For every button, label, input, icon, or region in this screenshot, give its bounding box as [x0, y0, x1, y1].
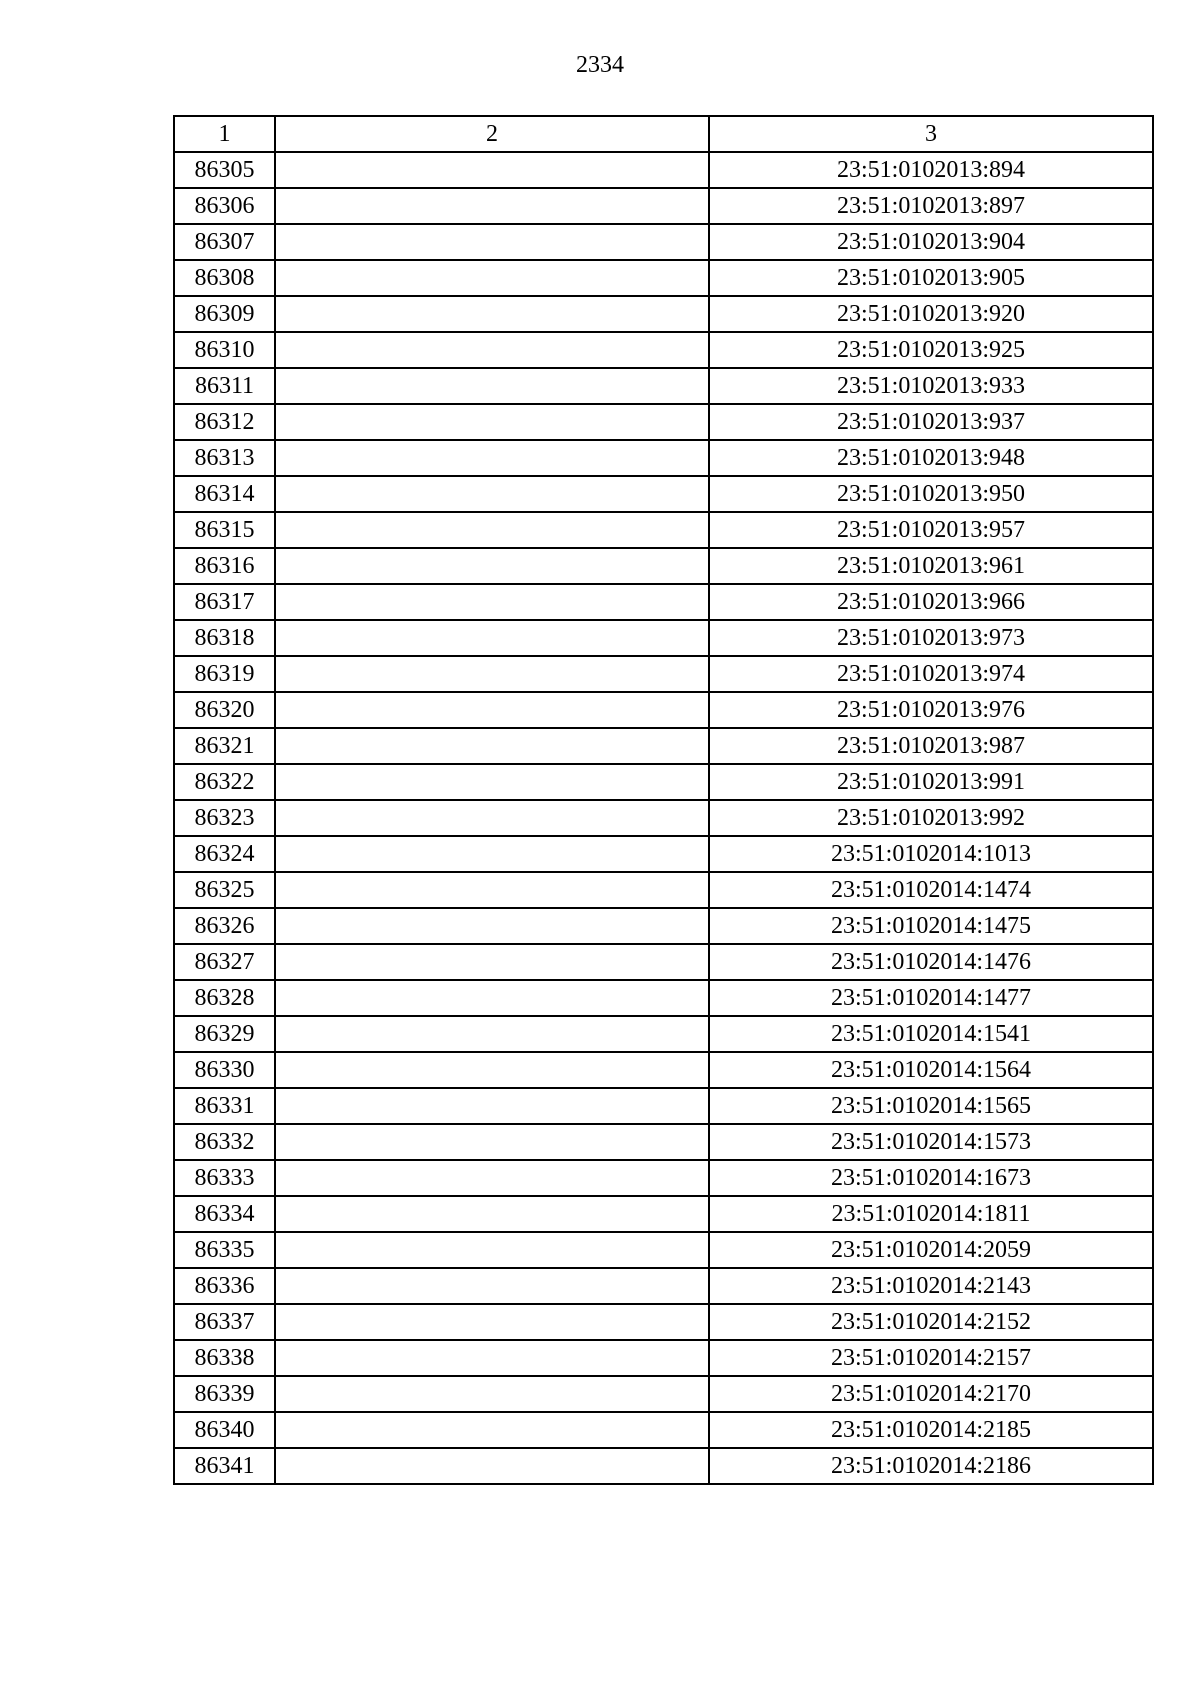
table-cell-col-2 — [275, 584, 709, 620]
table-cell-col-1: 86305 — [174, 152, 275, 188]
table-cell-col-1: 86317 — [174, 584, 275, 620]
table-cell-col-1: 86322 — [174, 764, 275, 800]
table-row — [174, 476, 1153, 512]
table-row — [174, 1160, 1153, 1196]
table-cell-col-2 — [275, 620, 709, 656]
table-row — [174, 224, 1153, 260]
table-row — [174, 1232, 1153, 1268]
table-cell-col-1: 86324 — [174, 836, 275, 872]
table-cell-col-2 — [275, 944, 709, 980]
table-cell-col-1: 86339 — [174, 1376, 275, 1412]
column-header-3: 3 — [709, 116, 1153, 152]
table-cell-col-3: 23:51:0102014:1476 — [709, 944, 1153, 980]
table-cell-col-3: 23:51:0102013:992 — [709, 800, 1153, 836]
table-header-row — [174, 116, 1153, 152]
table-row — [174, 944, 1153, 980]
table-cell-col-3: 23:51:0102013:974 — [709, 656, 1153, 692]
table-cell-col-1: 86327 — [174, 944, 275, 980]
table-cell-col-3: 23:51:0102013:948 — [709, 440, 1153, 476]
table-row — [174, 656, 1153, 692]
table-cell-col-1: 86319 — [174, 656, 275, 692]
table-cell-col-1: 86328 — [174, 980, 275, 1016]
table-cell-col-3: 23:51:0102013:976 — [709, 692, 1153, 728]
table-cell-col-3: 23:51:0102013:894 — [709, 152, 1153, 188]
table-row — [174, 152, 1153, 188]
table-body — [174, 152, 1153, 1484]
table-row — [174, 800, 1153, 836]
table-cell-col-2 — [275, 1232, 709, 1268]
table-cell-col-2 — [275, 260, 709, 296]
table-cell-col-2 — [275, 908, 709, 944]
table-cell-col-2 — [275, 440, 709, 476]
table-cell-col-2 — [275, 836, 709, 872]
table-cell-col-1: 86312 — [174, 404, 275, 440]
table-cell-col-2 — [275, 1268, 709, 1304]
table-cell-col-3: 23:51:0102013:957 — [709, 512, 1153, 548]
table-row — [174, 980, 1153, 1016]
table-cell-col-1: 86329 — [174, 1016, 275, 1052]
table-row — [174, 764, 1153, 800]
table-cell-col-1: 86323 — [174, 800, 275, 836]
table-cell-col-2 — [275, 1412, 709, 1448]
table-cell-col-1: 86311 — [174, 368, 275, 404]
table-cell-col-3: 23:51:0102014:1565 — [709, 1088, 1153, 1124]
table-cell-col-3: 23:51:0102013:937 — [709, 404, 1153, 440]
table-cell-col-1: 86314 — [174, 476, 275, 512]
table-cell-col-2 — [275, 1304, 709, 1340]
table-cell-col-2 — [275, 1160, 709, 1196]
table-cell-col-2 — [275, 476, 709, 512]
table-row — [174, 908, 1153, 944]
table-cell-col-1: 86341 — [174, 1448, 275, 1484]
table-cell-col-3: 23:51:0102013:961 — [709, 548, 1153, 584]
table-row — [174, 1088, 1153, 1124]
table-row — [174, 1448, 1153, 1484]
table-cell-col-3: 23:51:0102013:966 — [709, 584, 1153, 620]
table-cell-col-1: 86330 — [174, 1052, 275, 1088]
table-cell-col-3: 23:51:0102014:1541 — [709, 1016, 1153, 1052]
table-cell-col-2 — [275, 152, 709, 188]
table-cell-col-1: 86332 — [174, 1124, 275, 1160]
table-cell-col-2 — [275, 224, 709, 260]
table-cell-col-2 — [275, 1196, 709, 1232]
table-cell-col-2 — [275, 404, 709, 440]
table-row — [174, 404, 1153, 440]
table-cell-col-2 — [275, 188, 709, 224]
table-cell-col-3: 23:51:0102013:925 — [709, 332, 1153, 368]
table-cell-col-2 — [275, 332, 709, 368]
table-cell-col-2 — [275, 692, 709, 728]
table-cell-col-1: 86335 — [174, 1232, 275, 1268]
table-row — [174, 836, 1153, 872]
table-row — [174, 1340, 1153, 1376]
table-cell-col-3: 23:51:0102013:920 — [709, 296, 1153, 332]
table-cell-col-1: 86337 — [174, 1304, 275, 1340]
table-cell-col-3: 23:51:0102013:933 — [709, 368, 1153, 404]
table-cell-col-1: 86310 — [174, 332, 275, 368]
table-cell-col-1: 86331 — [174, 1088, 275, 1124]
table-cell-col-2 — [275, 1088, 709, 1124]
table-cell-col-2 — [275, 1376, 709, 1412]
table-cell-col-3: 23:51:0102014:1474 — [709, 872, 1153, 908]
table-cell-col-3: 23:51:0102014:2186 — [709, 1448, 1153, 1484]
data-table — [173, 115, 1154, 1485]
table-cell-col-1: 86313 — [174, 440, 275, 476]
table-row — [174, 188, 1153, 224]
column-header-1: 1 — [174, 116, 275, 152]
table-cell-col-1: 86334 — [174, 1196, 275, 1232]
table-cell-col-2 — [275, 548, 709, 584]
table-cell-col-2 — [275, 656, 709, 692]
table-cell-col-3: 23:51:0102014:2157 — [709, 1340, 1153, 1376]
table-row — [174, 296, 1153, 332]
table-cell-col-3: 23:51:0102014:1564 — [709, 1052, 1153, 1088]
table-row — [174, 260, 1153, 296]
table-cell-col-2 — [275, 872, 709, 908]
table-cell-col-1: 86321 — [174, 728, 275, 764]
table-row — [174, 1016, 1153, 1052]
table-cell-col-1: 86307 — [174, 224, 275, 260]
table-cell-col-3: 23:51:0102014:1811 — [709, 1196, 1153, 1232]
table-row — [174, 1412, 1153, 1448]
table-cell-col-2 — [275, 512, 709, 548]
table-cell-col-2 — [275, 1052, 709, 1088]
table-cell-col-2 — [275, 368, 709, 404]
table-cell-col-3: 23:51:0102014:2185 — [709, 1412, 1153, 1448]
table-cell-col-1: 86306 — [174, 188, 275, 224]
table-cell-col-3: 23:51:0102013:897 — [709, 188, 1153, 224]
table-cell-col-3: 23:51:0102014:1673 — [709, 1160, 1153, 1196]
table-row — [174, 584, 1153, 620]
table-row — [174, 1124, 1153, 1160]
table-row — [174, 332, 1153, 368]
table-cell-col-1: 86318 — [174, 620, 275, 656]
table-row — [174, 548, 1153, 584]
table-row — [174, 440, 1153, 476]
table-cell-col-3: 23:51:0102014:2143 — [709, 1268, 1153, 1304]
table-cell-col-2 — [275, 296, 709, 332]
table-cell-col-3: 23:51:0102014:1475 — [709, 908, 1153, 944]
table-row — [174, 1196, 1153, 1232]
table-cell-col-1: 86308 — [174, 260, 275, 296]
table-cell-col-1: 86336 — [174, 1268, 275, 1304]
table-cell-col-3: 23:51:0102013:973 — [709, 620, 1153, 656]
table-row — [174, 872, 1153, 908]
table-cell-col-3: 23:51:0102014:2152 — [709, 1304, 1153, 1340]
table-cell-col-3: 23:51:0102014:2059 — [709, 1232, 1153, 1268]
table-row — [174, 1268, 1153, 1304]
table-cell-col-1: 86325 — [174, 872, 275, 908]
table-cell-col-1: 86340 — [174, 1412, 275, 1448]
table-cell-col-3: 23:51:0102013:950 — [709, 476, 1153, 512]
table-cell-col-1: 86309 — [174, 296, 275, 332]
table-row — [174, 1304, 1153, 1340]
table-row — [174, 512, 1153, 548]
table-row — [174, 1052, 1153, 1088]
table-cell-col-3: 23:51:0102013:904 — [709, 224, 1153, 260]
table-cell-col-1: 86338 — [174, 1340, 275, 1376]
table-cell-col-2 — [275, 1016, 709, 1052]
table-cell-col-3: 23:51:0102014:1477 — [709, 980, 1153, 1016]
column-header-2: 2 — [275, 116, 709, 152]
table-cell-col-2 — [275, 764, 709, 800]
table-cell-col-3: 23:51:0102013:987 — [709, 728, 1153, 764]
table-cell-col-3: 23:51:0102013:905 — [709, 260, 1153, 296]
table-row — [174, 1376, 1153, 1412]
table-cell-col-3: 23:51:0102014:1013 — [709, 836, 1153, 872]
table-cell-col-2 — [275, 1448, 709, 1484]
table-row — [174, 728, 1153, 764]
table-cell-col-3: 23:51:0102013:991 — [709, 764, 1153, 800]
table-cell-col-1: 86316 — [174, 548, 275, 584]
table-row — [174, 620, 1153, 656]
table-cell-col-2 — [275, 980, 709, 1016]
table-cell-col-1: 86326 — [174, 908, 275, 944]
table-cell-col-2 — [275, 800, 709, 836]
table-cell-col-1: 86315 — [174, 512, 275, 548]
table-cell-col-3: 23:51:0102014:1573 — [709, 1124, 1153, 1160]
table-cell-col-3: 23:51:0102014:2170 — [709, 1376, 1153, 1412]
table-cell-col-2 — [275, 1340, 709, 1376]
table-cell-col-1: 86333 — [174, 1160, 275, 1196]
table-row — [174, 368, 1153, 404]
page-number: 2334 — [576, 52, 624, 78]
table-header — [174, 116, 1153, 152]
table-row — [174, 692, 1153, 728]
table-cell-col-2 — [275, 1124, 709, 1160]
table-cell-col-1: 86320 — [174, 692, 275, 728]
table-cell-col-2 — [275, 728, 709, 764]
